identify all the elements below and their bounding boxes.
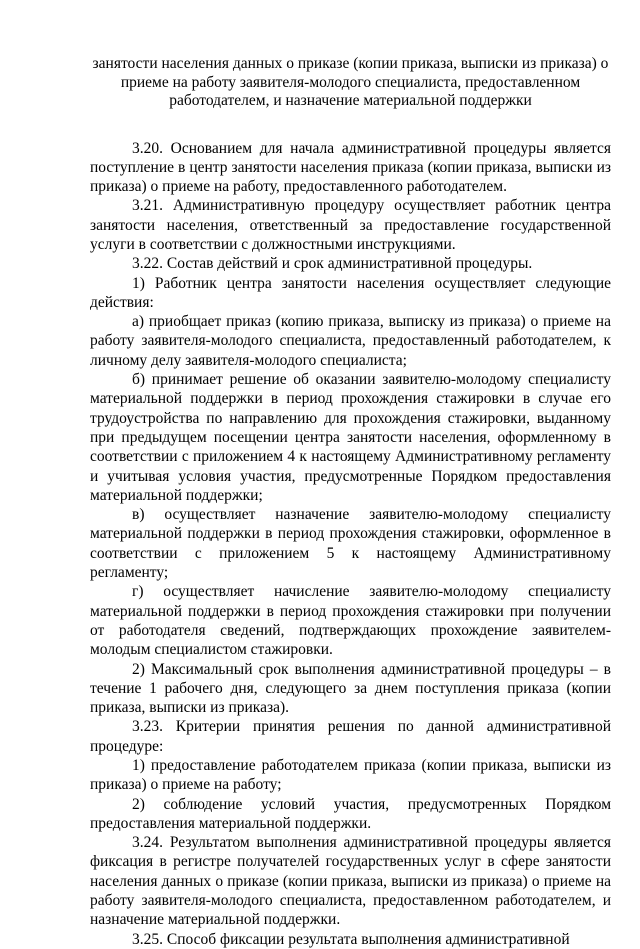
paragraph-3-22: 3.22. Состав действий и срок административной процедуры. [132,255,533,273]
section-heading [90,55,611,111]
paragraph-3-24: 3.24. Результатом выполнения административной процедуры является фиксация в регистре получателей государственных услуг в сфере занятости населения данных о приказе (копии приказа, выписки из приказа) о приеме на работу заявителя-молодого специалиста, предоставленном работодателем, и назначение материальной поддержки. [90,834,611,929]
paragraph-item-2: 2) Максимальный срок выполнения административной процедуры – в течение 1 рабочего дня, следующего за днем поступления приказа (копии приказа, выписки из приказа). [90,660,611,717]
heading-line: работодателем, и назначение материальной поддержки [169,92,532,109]
paragraph-3-25: 3.25. Способ фиксации результата выполнения административной [132,930,570,948]
paragraph-criterion-2: 2) соблюдение условий участия, предусмотренных Порядком предоставления материальной поддержки. [90,795,611,832]
paragraph-subitem-b: б) принимает решение об оказании заявителю-молодому специалисту материальной поддержки в период прохождения стажировки в случае его трудоустройства по направлению для прохождения стажировки, выданному при предыдущем посещении центра занятости населения, оформленному в соответствии с приложением 4 к настоящему Административному регламенту и учитывая условия участия, предусмотренные Порядком предоставления материальной поддержки; [90,371,611,504]
heading-line: занятости населения данных о приказе (копии приказа, выписки из приказа) о [92,55,609,72]
heading-line: приеме на работу заявителя-молодого специалиста, предоставленном [120,73,581,91]
paragraph-subitem-a: а) приобщает приказ (копию приказа, выписку из приказа) о приеме на работу заявителя-молодого специалиста, предоставленный работодателем, к личному делу заявителя-молодого специалиста; [90,313,611,369]
paragraph-3-20: 3.20. Основанием для начала административной процедуры является поступление в центр занятости населения приказа (копии приказа, выписки из приказа) о приеме на работу, предоставленного работодателем. [90,139,611,196]
paragraph-item-1: 1) Работник центра занятости населения осуществляет следующие действия: [90,274,611,311]
paragraph-3-21: 3.21. Административную процедуру осуществляет работник центра занятости населения, ответственный за предоставление государственной услуги в соответствии с должностными инструкциями. [90,197,611,253]
paragraph-criterion-1: 1) предоставление работодателем приказа (копии приказа, выписки из приказа) о приеме на работу; [90,757,611,794]
paragraph-subitem-g: г) осуществляет начисление заявителю-молодому специалисту материальной поддержки в период прохождения стажировки при получении от работодателя сведений, подтверждающих прохождение заявителем-молодым специалистом стажировки. [90,583,611,659]
paragraph-subitem-v: в) осуществляет назначение заявителю-молодому специалисту материальной поддержки в период прохождения стажировки, оформленное в соответствии с приложением 5 к настоящему Административному регламенту; [90,506,611,582]
document-page [90,55,611,949]
document-body [90,139,611,949]
paragraph-3-23: 3.23. Критерии принятия решения по данной административной процедуре: [90,718,611,755]
